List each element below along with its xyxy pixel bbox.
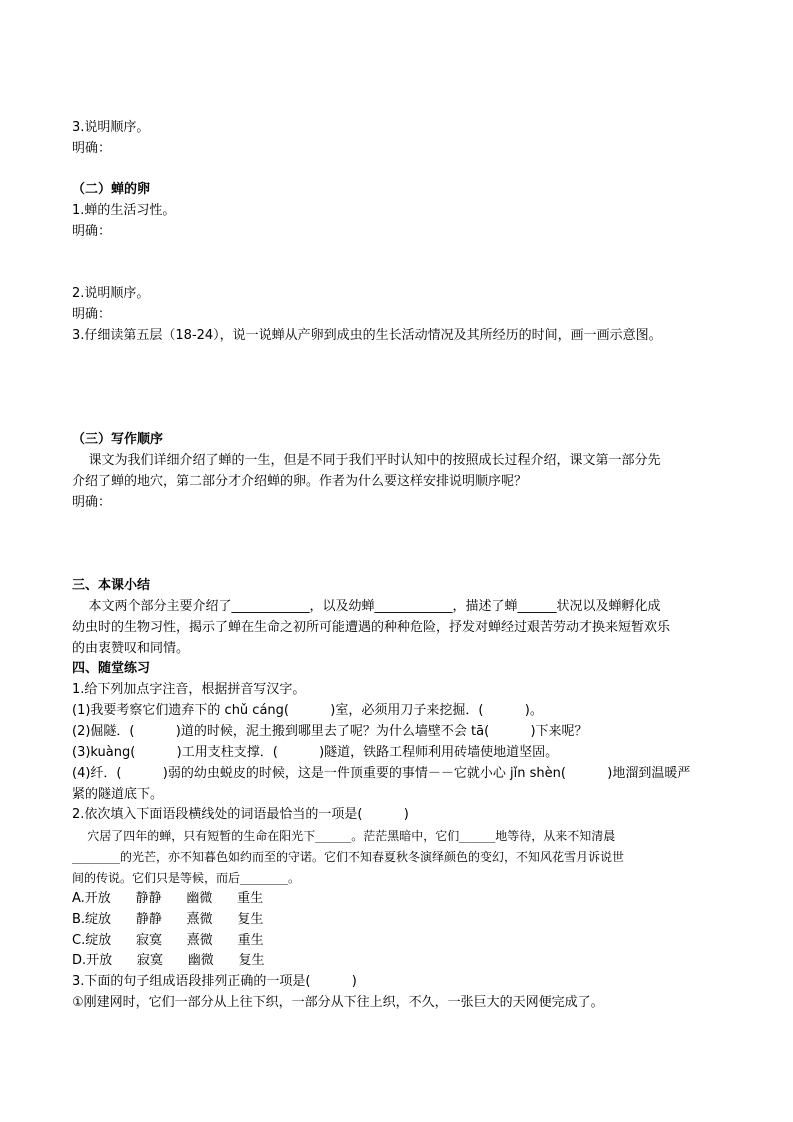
question-text: 3.说明顺序。 (72, 120, 150, 135)
section-heading: （三）写作顺序 (72, 432, 164, 447)
answer-label: 明确： (72, 141, 112, 156)
exercise-line: (4)纤．( )弱的幼虫蜕皮的时候，这是一件顶重要的事情－－它就小心 jǐn shèn( )地溜到温暖严 (72, 766, 691, 781)
section-heading: 三、本课小结 (72, 578, 151, 593)
passage-line: 穴居了四年的蝉，只有短暂的生命在阳光下______。茫茫黑暗中，它们______地等待，从来不知清晨 (72, 829, 616, 843)
option-line: D.开放 寂寞 幽微 复生 (72, 953, 265, 968)
question-text: 2.依次填入下面语段横线处的词语最恰当的一项是( ) (72, 807, 409, 822)
paragraph-line: 介绍了蝉的地穴，第二部分才介绍蝉的卵。作者为什么要这样安排说明顺序呢？ (72, 474, 528, 489)
question-text: 3.下面的句子组成语段排列正确的一项是( ) (72, 974, 357, 989)
answer-label: 明确： (72, 224, 112, 239)
paragraph-line: 幼虫时的生物习性，揭示了蝉在生命之初所可能遭遇的种种危险，抒发对蝉经过艰苦劳动才换来短暂欢乐 (72, 620, 671, 635)
exercise-line: 紧的隧道底下。 (72, 787, 164, 802)
question-text: 1.给下列加点字注音，根据拼音写汉字。 (72, 682, 306, 697)
section-heading: 四、随堂练习 (72, 661, 151, 676)
question-text: 3.仔细读第五层（18-24），说一说蝉从产卵到成虫的生长活动情况及其所经历的时间，画一画示意图。 (72, 328, 662, 343)
section-heading: （二）蝉的卵 (72, 182, 151, 197)
exercise-line: (2)倔隧．( )道的时候，泥土搬到哪里去了呢？为什么墙壁不会 tā( )下来呢？ (72, 724, 588, 739)
paragraph-line: 课文为我们详细介绍了蝉的一生，但是不同于我们平时认知中的按照成长过程介绍，课文第一部分先 (72, 453, 661, 468)
answer-label: 明确： (72, 495, 112, 510)
question-text: 1.蝉的生活习性。 (72, 203, 176, 218)
passage-line: ________的光芒，亦不知暮色如约而至的守诺。它们不知春夏秋冬演绎颜色的变幻，不知风花雪月诉说世 (72, 850, 625, 864)
exercise-line: (3)kuàng( )工用支柱支撑．( )隧道，铁路工程师利用砖墙使地道坚固。 (72, 745, 559, 760)
option-line: A.开放 静静 幽微 重生 (72, 891, 264, 906)
exercise-line: ①刚建网时，它们一部分从上往下织，一部分从下往上织，不久，一张巨大的天网便完成了。 (72, 995, 604, 1010)
passage-line: 间的传说。它们只是等候，而后________。 (72, 871, 301, 885)
question-text: 2.说明顺序。 (72, 286, 150, 301)
paragraph-line: 本文两个部分主要介绍了____________，以及幼蝉____________，描述了蝉______状况以及蝉孵化成 (72, 599, 661, 614)
option-line: C.绽放 寂寞 熹微 重生 (72, 933, 264, 948)
paragraph-line: 的由衷赞叹和同情。 (72, 641, 190, 656)
option-line: B.绽放 静静 熹微 复生 (72, 912, 264, 927)
answer-label: 明确： (72, 307, 112, 322)
exercise-line: (1)我要考察它们遗弃下的 chǔ cáng( )室，必须用刀子来挖掘．( )。 (72, 703, 543, 718)
